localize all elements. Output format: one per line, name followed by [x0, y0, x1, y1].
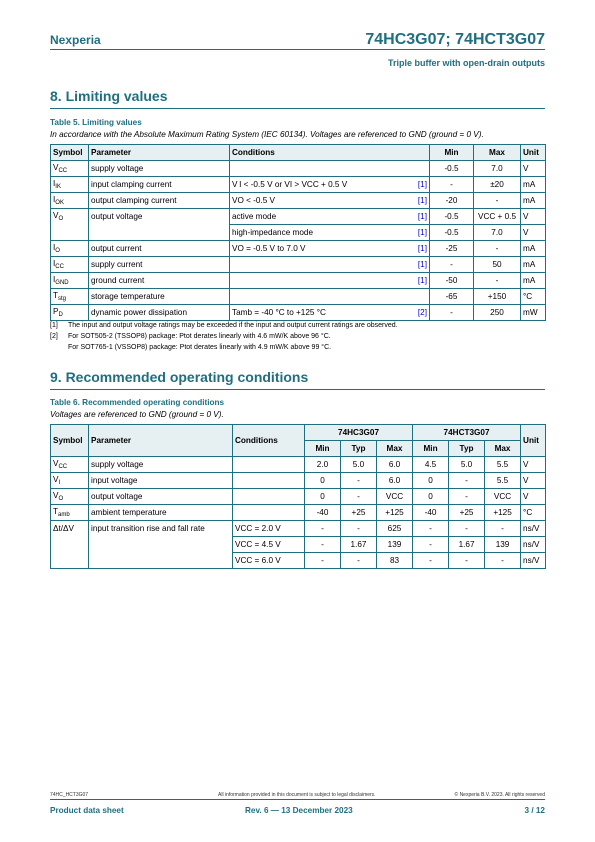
- conditions-cell: VO < -0.5 V: [230, 193, 415, 209]
- min-cell: -: [430, 305, 474, 321]
- header-typ: Typ: [449, 441, 485, 457]
- unit-cell: mW: [521, 305, 546, 321]
- value-cell: 0: [305, 473, 341, 489]
- parameter-cell: input transition rise and fall rate: [89, 521, 233, 537]
- header-typ: Typ: [341, 441, 377, 457]
- header-group-74hc3g07: 74HC3G07: [305, 425, 413, 441]
- symbol-text: V: [53, 459, 59, 468]
- footnote-tag: [2]: [50, 333, 58, 340]
- value-cell: -: [341, 489, 377, 505]
- header-min: Min: [413, 441, 449, 457]
- max-cell: VCC + 0.5: [474, 209, 521, 225]
- unit-cell: V: [521, 209, 546, 225]
- conditions-cell: [230, 289, 415, 305]
- parameter-cell: [89, 225, 230, 241]
- value-cell: -: [413, 553, 449, 569]
- conditions-cell: VCC = 6.0 V: [233, 553, 305, 569]
- document-title: 74HC3G07; 74HCT3G07: [365, 31, 545, 48]
- unit-cell: mA: [521, 241, 546, 257]
- symbol-cell: [51, 521, 89, 537]
- table-6-caption: Table 6. Recommended operating conditions: [50, 398, 225, 407]
- value-cell: -: [305, 521, 341, 537]
- unit-cell: ns/V: [521, 521, 546, 537]
- symbol-text: I: [53, 243, 56, 252]
- min-cell: -25: [430, 241, 474, 257]
- table-row: [51, 553, 546, 569]
- section-9-rule: [50, 389, 545, 390]
- table-row: [51, 273, 546, 289]
- min-cell: -50: [430, 273, 474, 289]
- value-cell: -: [449, 489, 485, 505]
- conditions-cell: [230, 273, 415, 289]
- table-6-note: Voltages are referenced to GND (ground = 0 V).: [50, 410, 224, 419]
- table-row: [51, 209, 546, 225]
- symbol-text: I: [53, 259, 56, 268]
- unit-cell: V: [521, 457, 546, 473]
- header-group-74hct3g07: 74HCT3G07: [413, 425, 521, 441]
- symbol-cell: [51, 457, 89, 473]
- value-cell: +25: [341, 505, 377, 521]
- header-max: Max: [474, 145, 521, 161]
- header-parameter: Parameter: [89, 425, 233, 457]
- symbol-subscript: O: [58, 496, 64, 502]
- symbol-text: T: [53, 507, 59, 516]
- value-cell: 0: [413, 473, 449, 489]
- parameter-cell: input voltage: [89, 473, 233, 489]
- unit-cell: ns/V: [521, 553, 546, 569]
- parameter-cell: output voltage: [89, 489, 233, 505]
- header-min: Min: [305, 441, 341, 457]
- header-symbol: Symbol: [51, 425, 89, 457]
- header-symbol: Symbol: [51, 145, 89, 161]
- value-cell: 83: [377, 553, 413, 569]
- header-max: Max: [377, 441, 413, 457]
- footer-rule: [50, 799, 545, 800]
- symbol-text: P: [53, 307, 59, 316]
- reference-link: [1]: [415, 241, 430, 257]
- unit-cell: mA: [521, 257, 546, 273]
- max-cell: 7.0: [474, 161, 521, 177]
- symbol-subscript: O: [55, 248, 60, 254]
- value-cell: -: [341, 473, 377, 489]
- symbol-cell: [51, 289, 89, 305]
- conditions-cell: [233, 505, 305, 521]
- table-row: [51, 289, 546, 305]
- value-cell: 0: [413, 489, 449, 505]
- footnote-tag: [1]: [50, 322, 58, 329]
- unit-cell: V: [521, 161, 546, 177]
- conditions-cell: V I < -0.5 V or VI > VCC + 0.5 V: [230, 177, 415, 193]
- symbol-text: T: [53, 291, 59, 300]
- conditions-cell: VCC = 2.0 V: [233, 521, 305, 537]
- footnote-text: The input and output voltage ratings may be exceeded if the input and output current ratings are observed.: [68, 322, 398, 329]
- table-row: [51, 177, 546, 193]
- section-8-heading: 8. Limiting values: [50, 88, 168, 104]
- symbol-cell: [51, 225, 89, 241]
- symbol-cell: [51, 473, 89, 489]
- footer-doc-type: Product data sheet: [50, 806, 124, 815]
- value-cell: 5.5: [485, 473, 521, 489]
- reference-link: [1]: [415, 273, 430, 289]
- value-cell: -: [413, 537, 449, 553]
- min-cell: -65: [430, 289, 474, 305]
- parameter-cell: supply current: [89, 257, 230, 273]
- max-cell: -: [474, 273, 521, 289]
- max-cell: 250: [474, 305, 521, 321]
- min-cell: -: [430, 177, 474, 193]
- symbol-cell: [51, 161, 89, 177]
- min-cell: -0.5: [430, 161, 474, 177]
- table-row: [51, 305, 546, 321]
- parameter-cell: ground current: [89, 273, 230, 289]
- unit-cell: V: [521, 473, 546, 489]
- header-min: Min: [430, 145, 474, 161]
- value-cell: +125: [377, 505, 413, 521]
- parameter-cell: [89, 537, 233, 553]
- unit-cell: mA: [521, 177, 546, 193]
- symbol-text: V: [53, 163, 59, 172]
- table-header-row: [51, 145, 546, 161]
- conditions-cell: VO = -0.5 V to 7.0 V: [230, 241, 415, 257]
- value-cell: +25: [449, 505, 485, 521]
- symbol-cell: [51, 273, 89, 289]
- header-unit: Unit: [521, 145, 546, 161]
- value-cell: 2.0: [305, 457, 341, 473]
- document-subtitle: Triple buffer with open-drain outputs: [388, 58, 545, 68]
- value-cell: 1.67: [341, 537, 377, 553]
- min-cell: -0.5: [430, 209, 474, 225]
- conditions-cell: Tamb = -40 °C to +125 °C: [230, 305, 415, 321]
- value-cell: VCC: [377, 489, 413, 505]
- header-conditions: Conditions: [230, 145, 430, 161]
- value-cell: -40: [305, 505, 341, 521]
- value-cell: +125: [485, 505, 521, 521]
- conditions-cell: [233, 457, 305, 473]
- footnote-text: For SOT505-2 (TSSOP8) package: Ptot derates linearly with 4.6 mW/K above 96 °C.: [68, 333, 331, 340]
- footer-page-number: 3 / 12: [524, 806, 545, 815]
- symbol-cell: [51, 241, 89, 257]
- value-cell: -: [413, 521, 449, 537]
- symbol-cell: [51, 257, 89, 273]
- conditions-cell: [230, 161, 415, 177]
- symbol-subscript: O: [58, 216, 64, 223]
- footer-revision: Rev. 6 — 13 December 2023: [245, 806, 353, 815]
- reference-link: [1]: [415, 257, 430, 273]
- table-row: [51, 489, 546, 505]
- max-cell: -: [474, 193, 521, 209]
- symbol-subscript: OK: [55, 200, 64, 206]
- header-parameter: Parameter: [89, 145, 230, 161]
- conditions-cell: [233, 489, 305, 505]
- table-row: [51, 457, 546, 473]
- value-cell: -: [341, 553, 377, 569]
- parameter-cell: storage temperature: [89, 289, 230, 305]
- value-cell: 139: [377, 537, 413, 553]
- table-5-caption: Table 5. Limiting values: [50, 118, 142, 127]
- value-cell: -: [449, 473, 485, 489]
- value-cell: -: [485, 521, 521, 537]
- symbol-subscript: stg: [58, 296, 67, 302]
- section-9-heading: 9. Recommended operating conditions: [50, 369, 309, 385]
- symbol-text: I: [53, 195, 56, 204]
- symbol-text: V: [53, 211, 59, 221]
- symbol-subscript: D: [58, 312, 63, 318]
- footer-copyright: © Nexperia B.V. 2023. All rights reserved: [454, 792, 545, 798]
- value-cell: -: [449, 521, 485, 537]
- max-cell: ±20: [474, 177, 521, 193]
- footnote-text: For SOT765-1 (VSSOP8) package: Ptot derates linearly with 4.9 mW/K above 99 °C.: [68, 344, 332, 351]
- value-cell: -: [341, 521, 377, 537]
- value-cell: 5.0: [449, 457, 485, 473]
- value-cell: 139: [485, 537, 521, 553]
- value-cell: 0: [305, 489, 341, 505]
- footer-doc-id: 74HC_HCT3G07: [50, 792, 89, 798]
- unit-cell: °C: [521, 289, 546, 305]
- value-cell: 6.0: [377, 457, 413, 473]
- symbol-subscript: amb: [58, 512, 70, 518]
- value-cell: 5.5: [485, 457, 521, 473]
- min-cell: -: [430, 257, 474, 273]
- value-cell: 6.0: [377, 473, 413, 489]
- brand-name: Nexperia: [50, 33, 101, 47]
- parameter-cell: output current: [89, 241, 230, 257]
- value-cell: 4.5: [413, 457, 449, 473]
- reference-link: [1]: [415, 209, 430, 225]
- symbol-subscript: CC: [58, 168, 68, 174]
- reference-link: [1]: [415, 225, 430, 241]
- reference-link: [415, 161, 430, 177]
- table-row: [51, 225, 546, 241]
- symbol-cell: [51, 537, 89, 553]
- unit-cell: mA: [521, 193, 546, 209]
- header-conditions: Conditions: [233, 425, 305, 457]
- table-header-row: [51, 425, 546, 441]
- symbol-text: V: [53, 475, 59, 484]
- value-cell: -: [305, 537, 341, 553]
- reference-link: [1]: [415, 193, 430, 209]
- parameter-cell: [89, 553, 233, 569]
- parameter-cell: dynamic power dissipation: [89, 305, 230, 321]
- max-cell: 7.0: [474, 225, 521, 241]
- parameter-cell: supply voltage: [89, 161, 230, 177]
- symbol-cell: [51, 505, 89, 521]
- header-unit: Unit: [521, 425, 546, 457]
- header-max: Max: [485, 441, 521, 457]
- table-row: [51, 521, 546, 537]
- conditions-cell: active mode: [230, 209, 415, 225]
- value-cell: 1.67: [449, 537, 485, 553]
- unit-cell: ns/V: [521, 537, 546, 553]
- value-cell: -: [305, 553, 341, 569]
- value-cell: -: [485, 553, 521, 569]
- value-cell: 5.0: [341, 457, 377, 473]
- max-cell: -: [474, 241, 521, 257]
- parameter-cell: output voltage: [89, 209, 230, 225]
- symbol-subscript: CC: [58, 464, 68, 470]
- footer-disclaimer: All information provided in this document is subject to legal disclaimers.: [218, 792, 376, 798]
- reference-link: [415, 289, 430, 305]
- parameter-cell: input clamping current: [89, 177, 230, 193]
- value-cell: -: [449, 553, 485, 569]
- operating-conditions-table: [50, 424, 546, 569]
- max-cell: 50: [474, 257, 521, 273]
- parameter-cell: ambient temperature: [89, 505, 233, 521]
- table-row: [51, 537, 546, 553]
- symbol-cell: [51, 177, 89, 193]
- unit-cell: V: [521, 225, 546, 241]
- table-row: [51, 193, 546, 209]
- conditions-cell: [230, 257, 415, 273]
- value-cell: VCC: [485, 489, 521, 505]
- table-row: [51, 161, 546, 177]
- table-row: [51, 505, 546, 521]
- symbol-subscript: CC: [55, 264, 64, 270]
- table-5-note: In accordance with the Absolute Maximum Rating System (IEC 60134). Voltages are referenced to GND (ground = 0 V).: [50, 130, 484, 139]
- symbol-subscript: GND: [55, 280, 69, 286]
- value-cell: 625: [377, 521, 413, 537]
- value-cell: -40: [413, 505, 449, 521]
- table-row: [51, 241, 546, 257]
- section-8-rule: [50, 108, 545, 109]
- symbol-cell: [51, 305, 89, 321]
- symbol-cell: [51, 489, 89, 505]
- unit-cell: V: [521, 489, 546, 505]
- parameter-cell: output clamping current: [89, 193, 230, 209]
- table-row: [51, 473, 546, 489]
- reference-link: [2]: [415, 305, 430, 321]
- parameter-cell: supply voltage: [89, 457, 233, 473]
- conditions-cell: [233, 473, 305, 489]
- unit-cell: mA: [521, 273, 546, 289]
- conditions-cell: VCC = 4.5 V: [233, 537, 305, 553]
- symbol-subscript: IK: [55, 184, 61, 190]
- min-cell: -0.5: [430, 225, 474, 241]
- symbol-text: Δt/ΔV: [53, 524, 74, 534]
- symbol-text: V: [53, 491, 59, 500]
- symbol-text: I: [53, 179, 56, 188]
- limiting-values-table: [50, 144, 546, 321]
- symbol-cell: [51, 209, 89, 225]
- header-rule: [50, 49, 545, 50]
- symbol-text: I: [53, 275, 56, 284]
- unit-cell: °C: [521, 505, 546, 521]
- max-cell: +150: [474, 289, 521, 305]
- conditions-cell: high-impedance mode: [230, 225, 415, 241]
- symbol-cell: [51, 553, 89, 569]
- reference-link: [1]: [415, 177, 430, 193]
- symbol-cell: [51, 193, 89, 209]
- symbol-subscript: I: [58, 480, 61, 486]
- min-cell: -20: [430, 193, 474, 209]
- table-row: [51, 257, 546, 273]
